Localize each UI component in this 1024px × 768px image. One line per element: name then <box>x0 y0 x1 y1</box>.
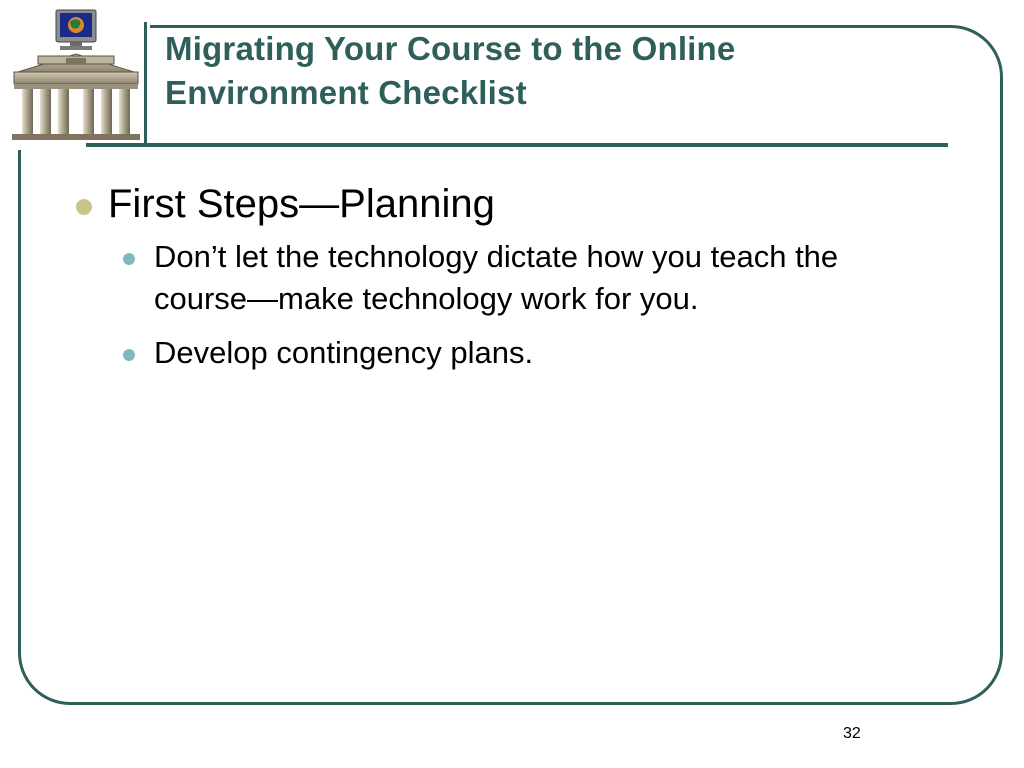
bullet-dot-icon <box>76 199 92 215</box>
sub-bullet-dot-icon <box>123 349 135 361</box>
slide-content <box>70 178 930 386</box>
title-divider-vertical <box>144 22 147 144</box>
sub-bullet-dot-icon <box>123 253 135 265</box>
bullet-level2-text: Don’t let the technology dictate how you teach the course—make technology work for you. <box>154 239 839 316</box>
bullet-level1-text: First Steps—Planning <box>108 182 495 226</box>
courthouse-computer-logo-icon <box>8 8 144 140</box>
bullet-level2-text: Develop contingency plans. <box>154 335 534 370</box>
sub-bullet-list <box>117 236 930 374</box>
slide-title: Migrating Your Course to the Online Environment Checklist <box>165 30 736 111</box>
page-number: 32 <box>843 725 861 742</box>
bullet-level2-item <box>117 236 930 320</box>
title-divider-horizontal <box>86 143 948 147</box>
bullet-level2-item <box>117 332 930 374</box>
bullet-level1-item <box>70 178 930 230</box>
